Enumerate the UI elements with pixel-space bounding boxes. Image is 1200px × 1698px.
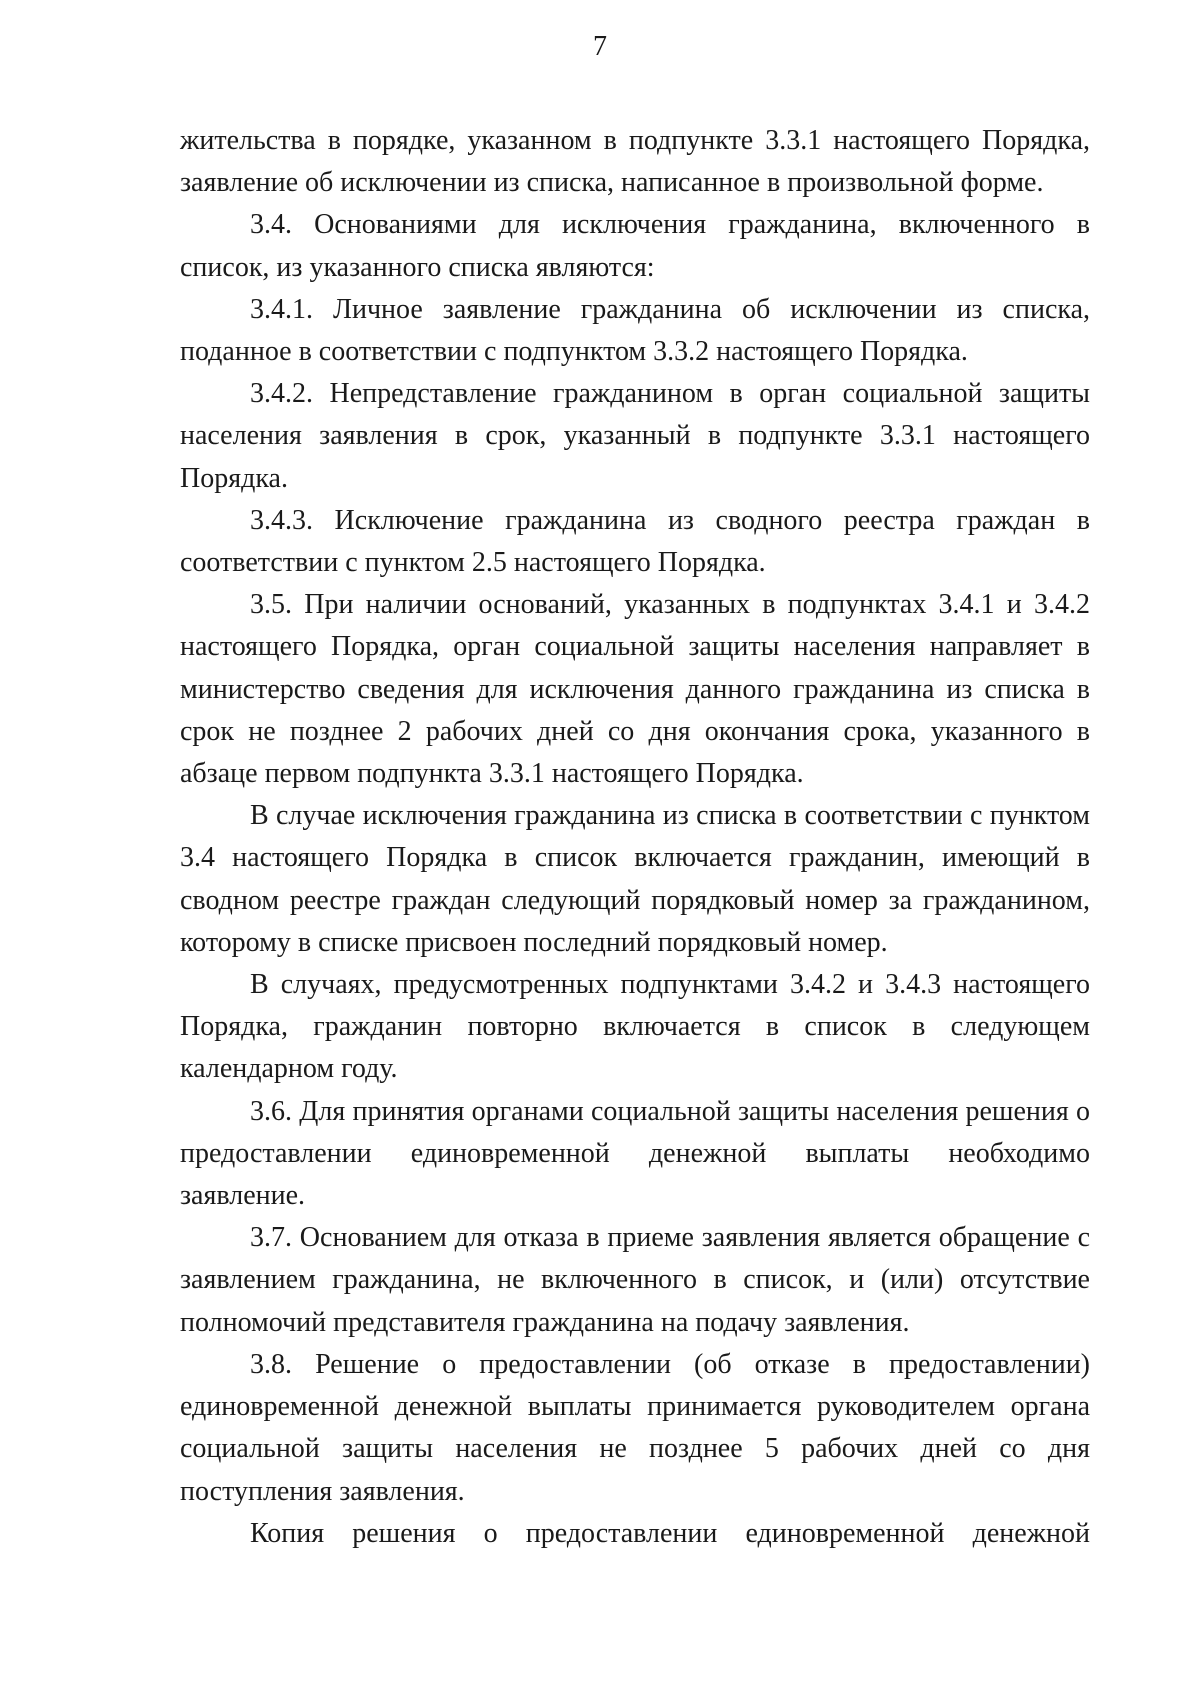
document-body bbox=[180, 120, 1090, 1555]
paragraph-decision-copy: Копия решения о предоставлении единовременной денежной bbox=[250, 1517, 1090, 1549]
paragraph-3-4-1: 3.4.1. Личное заявление гражданина об исключении из списка, поданное в соответствии с подпунктом 3.3.2 настоящего Порядка. bbox=[180, 293, 1090, 368]
paragraph-3-6: 3.6. Для принятия органами социальной защиты населения решения о предоставлении единовременной денежной выплаты необходимо заявление. bbox=[180, 1095, 1090, 1212]
paragraph-3-4: 3.4. Основаниями для исключения гражданина, включенного в список, из указанного списка являются: bbox=[180, 209, 1090, 283]
paragraph-3-4-3: 3.4.3. Исключение гражданина из сводного реестра граждан в соответствии с пунктом 2.5 настоящего Порядка. bbox=[180, 504, 1090, 579]
paragraph-3-8: 3.8. Решение о предоставлении (об отказе в предоставлении) единовременной денежной выплаты принимается руководителем органа социальной защиты населения не позднее 5 рабочих дней со дня поступления заявления. bbox=[180, 1348, 1090, 1507]
paragraph-3-4-2: 3.4.2. Непредставление гражданином в орган социальной защиты населения заявления в срок, указанный в подпункте 3.3.1 настоящего Порядка. bbox=[180, 378, 1090, 494]
paragraph-3-5: 3.5. При наличии оснований, указанных в подпунктах 3.4.1 и 3.4.2 настоящего Порядка, орган социальной защиты населения направляет в министерство сведения для исключения данного гражданина из списка в срок не позднее 2 рабочих дней со дня окончания срока, указанного в абзаце первом подпункта 3.3.1 настоящего Порядка. bbox=[180, 589, 1090, 790]
page-number: 7 bbox=[593, 31, 607, 62]
paragraph-exclusion-case: В случае исключения гражданина из списка в соответствии с пунктом 3.4 настоящего Порядка в список включается гражданин, имеющий в сводном реестре граждан следующий порядковый номер за гражданином, которому в списке присвоен последний порядковый номер. bbox=[180, 800, 1090, 958]
paragraph-3-7: 3.7. Основанием для отказа в приеме заявления является обращение с заявлением гражданина, не включенного в список, и (или) отсутствие полномочий представителя гражданина на подачу заявления. bbox=[180, 1222, 1090, 1338]
paragraph-continuation: жительства в порядке, указанном в подпункте 3.3.1 настоящего Порядка, заявление об исключении из списка, написанное в произвольной форме. bbox=[180, 125, 1090, 199]
paragraph-repeat-inclusion: В случаях, предусмотренных подпунктами 3.4.2 и 3.4.3 настоящего Порядка, гражданин повторно включается в список в следующем календарном году. bbox=[180, 969, 1090, 1085]
